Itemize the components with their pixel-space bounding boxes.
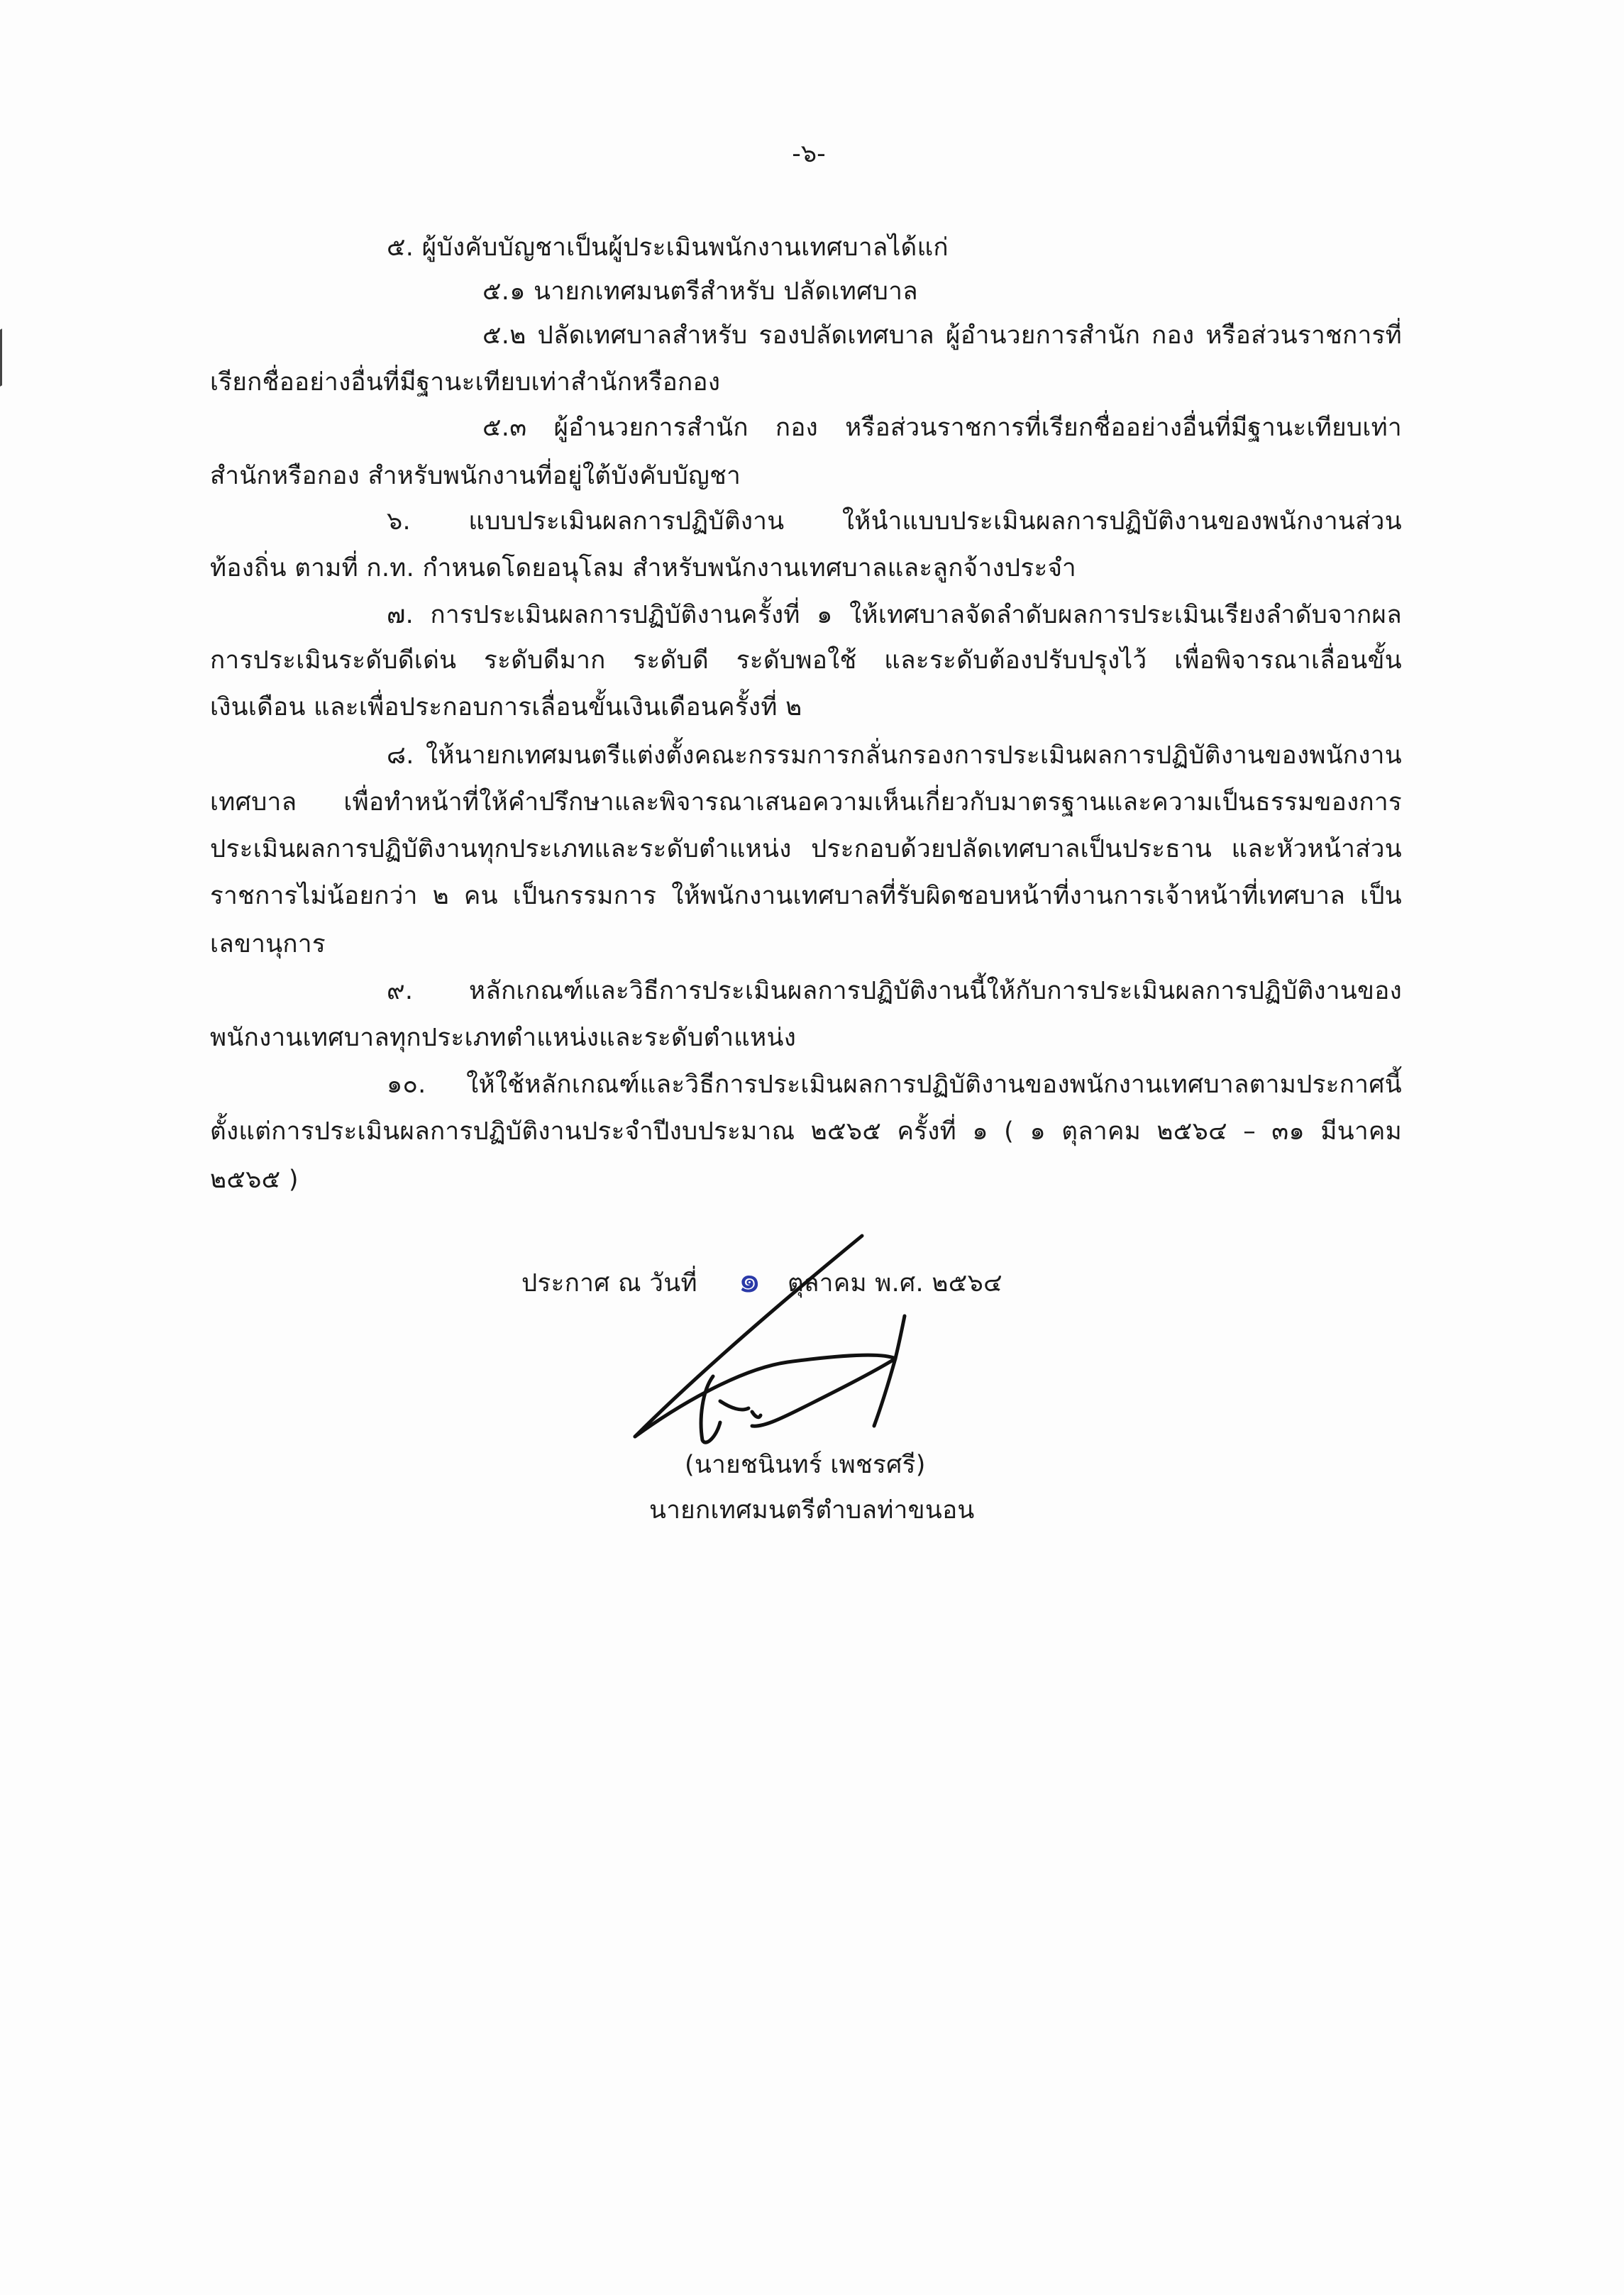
signatory-position: นายกเทศมนตรีตำบลท่าขนอน [649, 1496, 975, 1525]
item-6-line-2: ท้องถิ่น ตามที่ ก.ท. กำหนดโดยอนุโลม สำหรับพนักงานเทศบาลและลูกจ้างประจำ [210, 554, 1077, 582]
announcement-month-year: ตุลาคม พ.ศ. ๒๕๖๔ [788, 1269, 1002, 1298]
item-9-line-2: พนักงานเทศบาลทุกประเภทตำแหน่งและระดับตำแหน่ง [210, 1024, 797, 1052]
item-9-line-1: ๙. หลักเกณฑ์และวิธีการประเมินผลการปฏิบัติงานนี้ให้กับการประเมินผลการปฏิบัติงานของ [387, 977, 1402, 1005]
item-7-line-1: ๗. การประเมินผลการปฏิบัติงานครั้งที่ ๑ ให้เทศบาลจัดลำดับผลการประเมินเรียงลำดับจากผล [387, 601, 1402, 629]
announcement-day-handwritten: ๑ [738, 1259, 762, 1301]
item-5-2-line-1: ๕.๒ ปลัดเทศบาลสำหรับ รองปลัดเทศบาล ผู้อำนวยการสำนัก กอง หรือส่วนราชการที่ [482, 321, 1402, 350]
item-10-line-1: ๑๐. ให้ใช้หลักเกณฑ์และวิธีการประเมินผลการปฏิบัติงานของพนักงานเทศบาลตามประกาศนี้ [387, 1071, 1402, 1099]
item-10-line-2: ตั้งแต่การประเมินผลการปฏิบัติงานประจำปีงบประมาณ ๒๕๖๕ ครั้งที่ ๑ ( ๑ ตุลาคม ๒๕๖๔ – ๓๑ มีนาคม [210, 1117, 1402, 1146]
item-5: ๕. ผู้บังคับบัญชาเป็นผู้ประเมินพนักงานเทศบาลได้แก่ [387, 233, 949, 262]
signatory-name: (นายชนินทร์ เพชรศรี) [685, 1451, 926, 1479]
item-8-line-1: ๘. ให้นายกเทศมนตรีแต่งตั้งคณะกรรมการกลั่นกรองการประเมินผลการปฏิบัติงานของพนักงาน [387, 741, 1402, 770]
item-6-line-1: ๖. แบบประเมินผลการปฏิบัติงาน ให้นำแบบประเมินผลการปฏิบัติงานของพนักงานส่วน [387, 507, 1402, 536]
item-7-line-3: เงินเดือน และเพื่อประกอบการเลื่อนขั้นเงินเดือนครั้งที่ ๒ [210, 693, 802, 721]
page-number: -๖- [792, 140, 826, 168]
item-5-1: ๕.๑ นายกเทศมนตรีสำหรับ ปลัดเทศบาล [482, 277, 918, 306]
item-8-line-5: เลขานุการ [210, 930, 326, 958]
item-5-3-line-1: ๕.๓ ผู้อำนวยการสำนัก กอง หรือส่วนราชการที่เรียกชื่ออย่างอื่นที่มีฐานะเทียบเท่า [482, 414, 1402, 442]
item-5-2-line-2: เรียกชื่ออย่างอื่นที่มีฐานะเทียบเท่าสำนักหรือกอง [210, 368, 721, 397]
item-8-line-2: เทศบาล เพื่อทำหน้าที่ให้คำปรึกษาและพิจารณาเสนอความเห็นเกี่ยวกับมาตรฐานและความเป็นธรรมของการ [210, 788, 1402, 817]
item-7-line-2: การประเมินระดับดีเด่น ระดับดีมาก ระดับดี ระดับพอใช้ และระดับต้องปรับปรุงไว้ เพื่อพิจารณาเลื่อนขั้น [210, 646, 1402, 675]
announcement-prefix: ประกาศ ณ วันที่ [521, 1269, 697, 1298]
item-5-3-line-2: สำนักหรือกอง สำหรับพนักงานที่อยู่ใต้บังคับบัญชา [210, 462, 741, 490]
item-8-line-4: ราชการไม่น้อยกว่า ๒ คน เป็นกรรมการ ให้พนักงานเทศบาลที่รับผิดชอบหน้าที่งานการเจ้าหน้าที่เทศบาล เป็น [210, 882, 1402, 910]
item-8-line-3: ประเมินผลการปฏิบัติงานทุกประเภทและระดับตำแหน่ง ประกอบด้วยปลัดเทศบาลเป็นประธาน และหัวหน้าส่วน [210, 835, 1402, 863]
scan-edge-mark [0, 323, 12, 387]
item-10-line-3: ๒๕๖๕ ) [210, 1166, 299, 1194]
